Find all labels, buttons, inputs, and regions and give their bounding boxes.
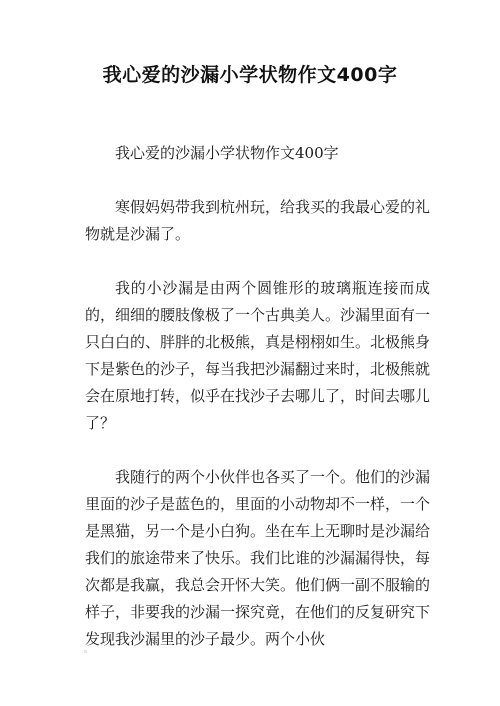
document-body xyxy=(85,140,430,653)
article-subtitle: 我心爱的沙漏小学状物作文400字 xyxy=(115,144,339,162)
scan-speck xyxy=(84,650,87,653)
paragraph-1: 寒假妈妈带我到杭州玩，给我买的我最心爱的礼物就是沙漏了。 xyxy=(85,198,431,243)
paragraph-2: 我的小沙漏是由两个圆锥形的玻璃瓶连接而成的，细细的腰肢像极了一个古典美人。沙漏里面有一只白白的、胖胖的北极熊，真是栩栩如生。北极熊身下是紫色的沙子，每当我把沙漏翻过来时，北极熊就会在原地打转，似乎在找沙子去哪儿了，时间去哪儿了？ xyxy=(85,279,431,432)
document-title: 我心爱的沙漏小学状物作文400字 xyxy=(102,64,398,86)
paragraph-3: 我随行的两个小伙伴也各买了一个。他们的沙漏里面的沙子是蓝色的，里面的小动物却不一样，一个是黑猫，另一个是小白狗。坐在车上无聊时是沙漏给我们的旅途带来了快乐。我们比谁的沙漏漏得快，每次都是我赢，我总会开怀大笑。他们俩一副不服输的样子，非要我的沙漏一探究竟，在他们的反复研究下发现我沙漏里的沙子最少。两个小伙 xyxy=(85,468,431,648)
